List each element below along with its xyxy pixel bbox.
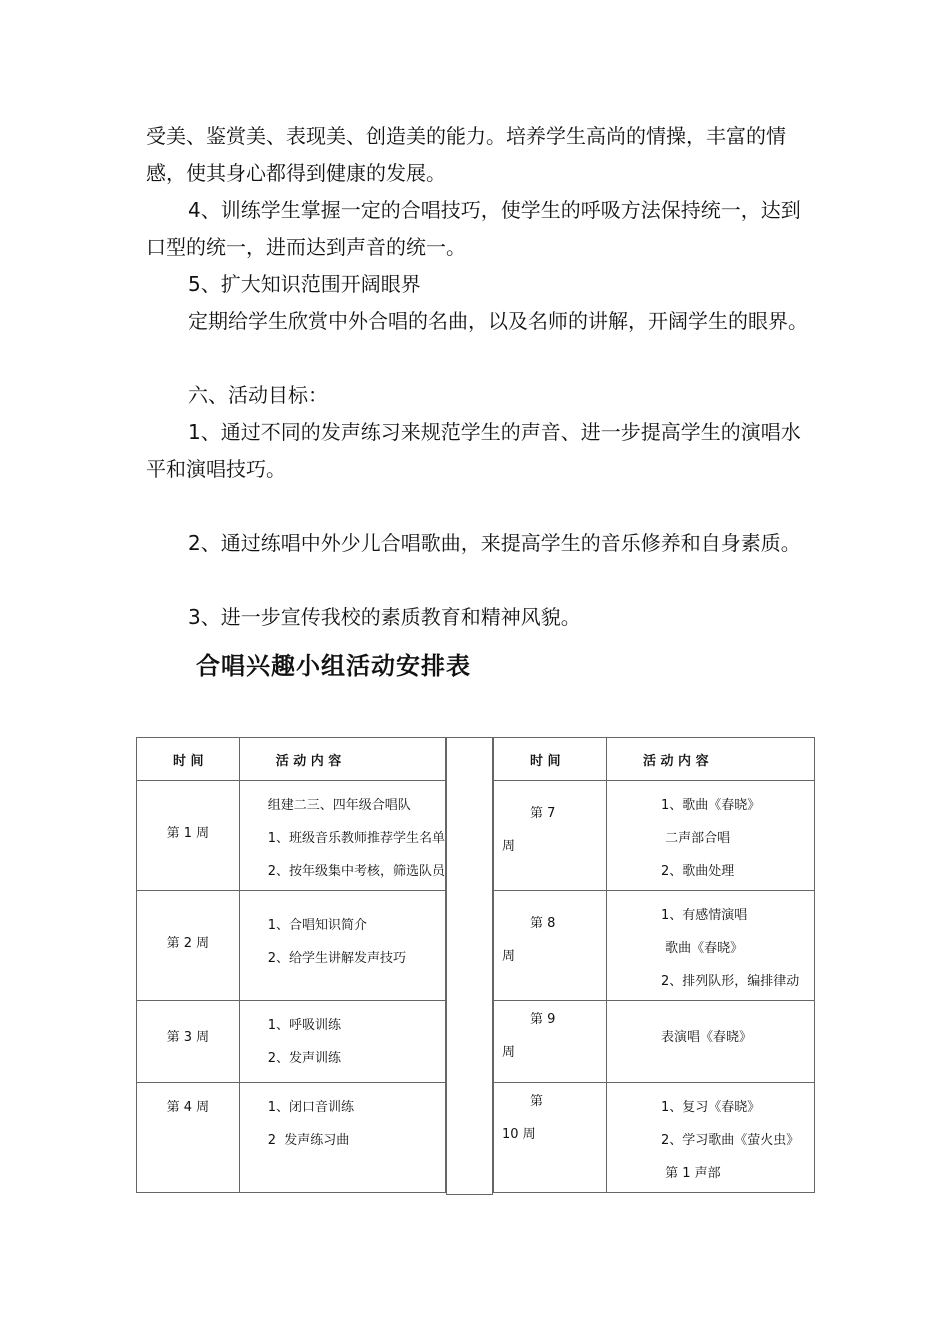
activity-line: 表演唱《春晓》: [661, 1030, 753, 1045]
table-row: [137, 1083, 446, 1193]
week-cell: 第 1 周: [166, 826, 210, 841]
table-row: [494, 1001, 815, 1083]
paragraph-7: 2、通过练唱中外少儿合唱歌曲，来提高学生的音乐修养和自身素质。: [188, 531, 801, 555]
schedule-table-right: [493, 737, 815, 1193]
paragraph-2: 4、训练学生掌握一定的合唱技巧，使学生的呼吸方法保持统一，达到口型的统一，进而达到声音的统一。: [146, 198, 801, 259]
activity-line: 1、合唱知识简介: [267, 918, 367, 933]
table-row: [494, 1083, 815, 1193]
week-cell: 第 9: [530, 1012, 556, 1027]
activity-line: 1、班级音乐教师推荐学生名单: [267, 831, 445, 846]
paragraph-1: 受美、鉴赏美、表现美、创造美的能力。培养学生高尚的情操，丰富的情感，使其身心都得到健康的发展。: [146, 124, 786, 185]
week-cell: 第 2 周: [166, 936, 210, 951]
activity-line: 2、学习歌曲《萤火虫》: [661, 1133, 800, 1148]
activity-line: 二声部合唱: [661, 831, 731, 846]
table-header-row: [494, 738, 815, 781]
paragraph-8: 3、进一步宣传我校的素质教育和精神风貌。: [188, 605, 581, 629]
table-row: [137, 781, 446, 891]
activity-line: 歌曲《春晓》: [661, 941, 744, 956]
header-content: 活 动 内 容: [239, 738, 445, 781]
week-cell: 第 4 周: [166, 1100, 210, 1115]
table-row: [137, 891, 446, 1001]
week-cell: 周: [502, 949, 516, 964]
schedule-table-left: [136, 737, 446, 1193]
activity-line: 组建二三、四年级合唱队: [267, 798, 411, 813]
paragraph-5: 六、活动目标：: [188, 383, 328, 407]
week-cell: 第: [530, 1094, 544, 1109]
week-cell: 10 周: [502, 1127, 536, 1142]
activity-line: 2、给学生讲解发声技巧: [267, 951, 406, 966]
activity-line: 2、按年级集中考核，筛选队员: [267, 864, 445, 879]
activity-line: 2、排列队形，编排律动: [661, 974, 800, 989]
table-row: [494, 891, 815, 1001]
activity-line: 1、呼吸训练: [267, 1018, 341, 1033]
week-cell: 第 7: [530, 806, 556, 821]
week-cell: 周: [502, 1045, 516, 1060]
header-content: 活 动 内 容: [607, 738, 815, 781]
week-cell: 第 3 周: [166, 1030, 210, 1045]
header-time: 时 间: [137, 738, 240, 781]
activity-line: 第 1 声部: [661, 1166, 721, 1181]
table-title: 合唱兴趣小组活动安排表: [196, 652, 471, 680]
week-cell: 第 8: [530, 916, 556, 931]
header-time: 时 间: [494, 738, 607, 781]
activity-line: 2、发声训练: [267, 1051, 341, 1066]
week-cell: 周: [502, 839, 516, 854]
table-spacer-column: [446, 737, 493, 1195]
paragraph-6: 1、通过不同的发声练习来规范学生的声音、进一步提高学生的演唱水平和演唱技巧。: [146, 420, 801, 481]
paragraph-4: 定期给学生欣赏中外合唱的名曲，以及名师的讲解，开阔学生的眼界。: [188, 309, 808, 333]
table-row: [137, 1001, 446, 1083]
activity-line: 2 发声练习曲: [267, 1133, 350, 1148]
activity-line: 1、有感情演唱: [661, 908, 748, 923]
activity-line: 2、歌曲处理: [661, 864, 735, 879]
paragraph-3: 5、扩大知识范围开阔眼界: [188, 272, 421, 296]
activity-line: 1、闭口音训练: [267, 1100, 354, 1115]
activity-line: 1、复习《春晓》: [661, 1100, 761, 1115]
activity-line: 1、歌曲《春晓》: [661, 798, 761, 813]
table-header-row: [137, 738, 446, 781]
table-row: [494, 781, 815, 891]
